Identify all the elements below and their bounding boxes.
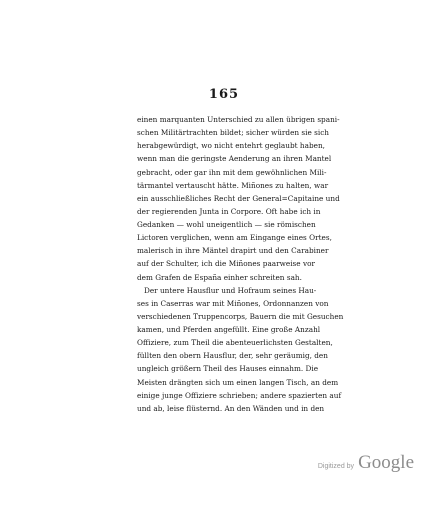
- text-line: dem Grafen de España einher schreiten sah.: [137, 272, 302, 282]
- text-line: tärmantel vertauscht hätte. Miñones zu halten, war: [137, 180, 329, 190]
- text-line: und ab, leise flüsternd. An den Wänden und in den: [137, 403, 325, 413]
- text-line: einige junge Offiziere schrieben; andere spazierten auf: [137, 390, 342, 400]
- google-logo: Google: [358, 452, 414, 473]
- digitized-watermark: [318, 452, 414, 474]
- body-text: [137, 113, 344, 415]
- text-line: gebracht, oder gar ihn mit dem gewöhnlichen Mili-: [137, 167, 327, 177]
- text-line: schen Militärtrachten bildet; sicher würden sie sich: [137, 128, 329, 138]
- watermark-prefix: Digitized by: [317, 463, 355, 470]
- text-line: einen marquanten Unterschied zu allen übrigen spani-: [137, 115, 340, 124]
- text-line: der regierenden Junta in Corpore. Oft habe ich in: [137, 206, 321, 216]
- text-line: malerisch in ihre Mäntel drapirt und den Carabiner: [137, 246, 329, 256]
- text-line: auf der Schulter, ich die Miñones paarweise vor: [137, 259, 315, 269]
- text-line: ungleich größern Theil des Hauses einnahm. Die: [137, 364, 319, 374]
- text-line: ses in Caserras war mit Miñones, Ordonnanzen von: [137, 298, 329, 308]
- text-line: verschiedenen Truppencorps, Bauern die mit Gesuchen: [137, 311, 344, 321]
- text-line: herabgewürdigt, wo nicht entehrt geglaubt haben,: [137, 141, 325, 151]
- text-line: wenn man die geringste Aenderung an ihren Mantel: [137, 154, 332, 164]
- text-line: Der untere Hausflur und Hofraum seines Hau-: [144, 285, 317, 295]
- text-line: Offiziere, zum Theil die abenteuerlichsten Gestalten,: [137, 338, 333, 348]
- text-line: kamen, und Pferden angefüllt. Eine große Anzahl: [137, 325, 321, 334]
- text-line: Lictoren verglichen, wenn am Eingange eines Ortes,: [137, 233, 332, 243]
- text-line: füllten den obern Hausflur, der, sehr geräumig, den: [137, 351, 328, 361]
- page-number: 165: [208, 87, 240, 102]
- text-line: ein ausschließliches Recht der General=Capitaine und: [137, 193, 340, 203]
- text-line: Meisten drängten sich um einen langen Tisch, an dem: [137, 377, 339, 387]
- text-line: Gedanken — wohl uneigentlich — sie römischen: [137, 220, 316, 229]
